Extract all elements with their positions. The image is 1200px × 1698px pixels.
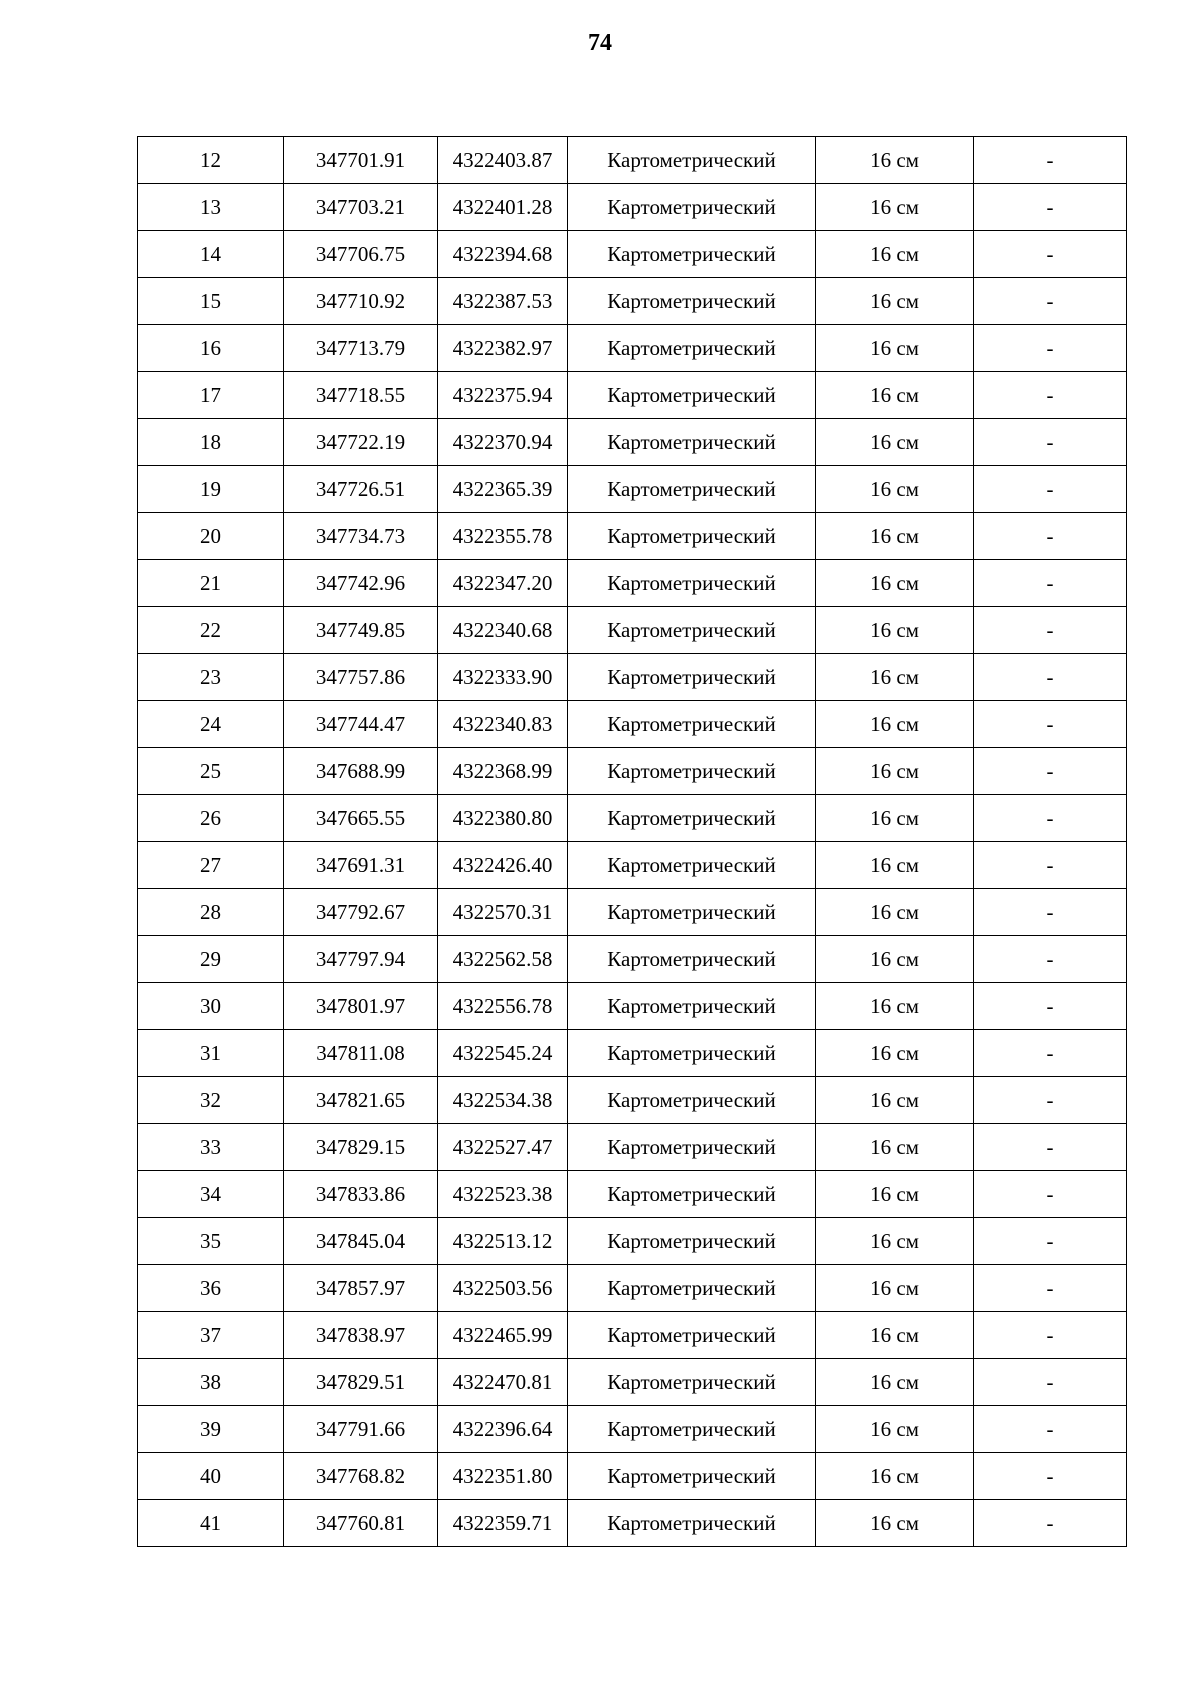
x-coordinate-cell: 347833.86: [284, 1171, 438, 1218]
point-number-cell: 13: [138, 184, 284, 231]
method-cell: Картометрический: [568, 1406, 816, 1453]
method-cell: Картометрический: [568, 372, 816, 419]
y-coordinate-cell: 4322382.97: [438, 325, 568, 372]
table-row: [138, 372, 1127, 419]
method-cell: Картометрический: [568, 184, 816, 231]
note-cell: -: [974, 1030, 1127, 1077]
point-number-cell: 29: [138, 936, 284, 983]
table-row: [138, 936, 1127, 983]
y-coordinate-cell: 4322387.53: [438, 278, 568, 325]
point-number-cell: 18: [138, 419, 284, 466]
note-cell: -: [974, 372, 1127, 419]
note-cell: -: [974, 1406, 1127, 1453]
x-coordinate-cell: 347760.81: [284, 1500, 438, 1547]
accuracy-cell: 16 см: [816, 1171, 974, 1218]
table-row: [138, 513, 1127, 560]
x-coordinate-cell: 347706.75: [284, 231, 438, 278]
x-coordinate-cell: 347688.99: [284, 748, 438, 795]
accuracy-cell: 16 см: [816, 654, 974, 701]
accuracy-cell: 16 см: [816, 137, 974, 184]
y-coordinate-cell: 4322333.90: [438, 654, 568, 701]
x-coordinate-cell: 347857.97: [284, 1265, 438, 1312]
point-number-cell: 21: [138, 560, 284, 607]
accuracy-cell: 16 см: [816, 278, 974, 325]
y-coordinate-cell: 4322351.80: [438, 1453, 568, 1500]
note-cell: -: [974, 1218, 1127, 1265]
x-coordinate-cell: 347845.04: [284, 1218, 438, 1265]
point-number-cell: 24: [138, 701, 284, 748]
x-coordinate-cell: 347829.15: [284, 1124, 438, 1171]
x-coordinate-cell: 347701.91: [284, 137, 438, 184]
x-coordinate-cell: 347665.55: [284, 795, 438, 842]
accuracy-cell: 16 см: [816, 936, 974, 983]
table-row: [138, 419, 1127, 466]
x-coordinate-cell: 347749.85: [284, 607, 438, 654]
table-row: [138, 983, 1127, 1030]
point-number-cell: 38: [138, 1359, 284, 1406]
x-coordinate-cell: 347811.08: [284, 1030, 438, 1077]
accuracy-cell: 16 см: [816, 842, 974, 889]
note-cell: -: [974, 278, 1127, 325]
note-cell: -: [974, 983, 1127, 1030]
x-coordinate-cell: 347713.79: [284, 325, 438, 372]
accuracy-cell: 16 см: [816, 748, 974, 795]
point-number-cell: 41: [138, 1500, 284, 1547]
point-number-cell: 34: [138, 1171, 284, 1218]
table-row: [138, 1030, 1127, 1077]
point-number-cell: 30: [138, 983, 284, 1030]
y-coordinate-cell: 4322527.47: [438, 1124, 568, 1171]
note-cell: -: [974, 231, 1127, 278]
y-coordinate-cell: 4322570.31: [438, 889, 568, 936]
x-coordinate-cell: 347726.51: [284, 466, 438, 513]
accuracy-cell: 16 см: [816, 184, 974, 231]
y-coordinate-cell: 4322545.24: [438, 1030, 568, 1077]
x-coordinate-cell: 347744.47: [284, 701, 438, 748]
point-number-cell: 25: [138, 748, 284, 795]
accuracy-cell: 16 см: [816, 1218, 974, 1265]
y-coordinate-cell: 4322380.80: [438, 795, 568, 842]
table-row: [138, 1124, 1127, 1171]
method-cell: Картометрический: [568, 983, 816, 1030]
accuracy-cell: 16 см: [816, 1500, 974, 1547]
point-number-cell: 12: [138, 137, 284, 184]
table-row: [138, 278, 1127, 325]
table-row: [138, 607, 1127, 654]
table-row: [138, 1265, 1127, 1312]
method-cell: Картометрический: [568, 748, 816, 795]
y-coordinate-cell: 4322359.71: [438, 1500, 568, 1547]
method-cell: Картометрический: [568, 1171, 816, 1218]
method-cell: Картометрический: [568, 607, 816, 654]
y-coordinate-cell: 4322370.94: [438, 419, 568, 466]
x-coordinate-cell: 347722.19: [284, 419, 438, 466]
point-number-cell: 36: [138, 1265, 284, 1312]
point-number-cell: 39: [138, 1406, 284, 1453]
y-coordinate-cell: 4322503.56: [438, 1265, 568, 1312]
point-number-cell: 37: [138, 1312, 284, 1359]
table-row: [138, 701, 1127, 748]
method-cell: Картометрический: [568, 701, 816, 748]
y-coordinate-cell: 4322513.12: [438, 1218, 568, 1265]
note-cell: -: [974, 137, 1127, 184]
note-cell: -: [974, 748, 1127, 795]
method-cell: Картометрический: [568, 842, 816, 889]
point-number-cell: 32: [138, 1077, 284, 1124]
note-cell: -: [974, 654, 1127, 701]
y-coordinate-cell: 4322523.38: [438, 1171, 568, 1218]
note-cell: -: [974, 1453, 1127, 1500]
x-coordinate-cell: 347742.96: [284, 560, 438, 607]
point-number-cell: 33: [138, 1124, 284, 1171]
accuracy-cell: 16 см: [816, 1406, 974, 1453]
note-cell: -: [974, 795, 1127, 842]
note-cell: -: [974, 701, 1127, 748]
y-coordinate-cell: 4322365.39: [438, 466, 568, 513]
x-coordinate-cell: 347797.94: [284, 936, 438, 983]
point-number-cell: 20: [138, 513, 284, 560]
note-cell: -: [974, 466, 1127, 513]
accuracy-cell: 16 см: [816, 1312, 974, 1359]
point-number-cell: 27: [138, 842, 284, 889]
point-number-cell: 16: [138, 325, 284, 372]
accuracy-cell: 16 см: [816, 419, 974, 466]
x-coordinate-cell: 347691.31: [284, 842, 438, 889]
method-cell: Картометрический: [568, 795, 816, 842]
accuracy-cell: 16 см: [816, 701, 974, 748]
method-cell: Картометрический: [568, 936, 816, 983]
x-coordinate-cell: 347838.97: [284, 1312, 438, 1359]
table-row: [138, 842, 1127, 889]
table-row: [138, 1077, 1127, 1124]
table-row: [138, 654, 1127, 701]
x-coordinate-cell: 347829.51: [284, 1359, 438, 1406]
table-row: [138, 1171, 1127, 1218]
method-cell: Картометрический: [568, 1218, 816, 1265]
method-cell: Картометрический: [568, 1312, 816, 1359]
table-row: [138, 184, 1127, 231]
method-cell: Картометрический: [568, 278, 816, 325]
coordinates-table-body: [138, 137, 1127, 1547]
y-coordinate-cell: 4322556.78: [438, 983, 568, 1030]
note-cell: -: [974, 513, 1127, 560]
page-number: 74: [588, 30, 612, 56]
method-cell: Картометрический: [568, 419, 816, 466]
accuracy-cell: 16 см: [816, 983, 974, 1030]
method-cell: Картометрический: [568, 1500, 816, 1547]
accuracy-cell: 16 см: [816, 1453, 974, 1500]
method-cell: Картометрический: [568, 560, 816, 607]
note-cell: -: [974, 936, 1127, 983]
point-number-cell: 23: [138, 654, 284, 701]
accuracy-cell: 16 см: [816, 889, 974, 936]
x-coordinate-cell: 347768.82: [284, 1453, 438, 1500]
note-cell: -: [974, 1359, 1127, 1406]
method-cell: Картометрический: [568, 1124, 816, 1171]
table-row: [138, 1359, 1127, 1406]
table-row: [138, 748, 1127, 795]
x-coordinate-cell: 347718.55: [284, 372, 438, 419]
point-number-cell: 14: [138, 231, 284, 278]
y-coordinate-cell: 4322534.38: [438, 1077, 568, 1124]
y-coordinate-cell: 4322562.58: [438, 936, 568, 983]
y-coordinate-cell: 4322426.40: [438, 842, 568, 889]
accuracy-cell: 16 см: [816, 513, 974, 560]
point-number-cell: 40: [138, 1453, 284, 1500]
y-coordinate-cell: 4322470.81: [438, 1359, 568, 1406]
table-row: [138, 1312, 1127, 1359]
x-coordinate-cell: 347734.73: [284, 513, 438, 560]
y-coordinate-cell: 4322340.83: [438, 701, 568, 748]
table-row: [138, 560, 1127, 607]
accuracy-cell: 16 см: [816, 1030, 974, 1077]
note-cell: -: [974, 1312, 1127, 1359]
method-cell: Картометрический: [568, 325, 816, 372]
accuracy-cell: 16 см: [816, 1077, 974, 1124]
y-coordinate-cell: 4322396.64: [438, 1406, 568, 1453]
point-number-cell: 31: [138, 1030, 284, 1077]
method-cell: Картометрический: [568, 1030, 816, 1077]
method-cell: Картометрический: [568, 654, 816, 701]
method-cell: Картометрический: [568, 1265, 816, 1312]
accuracy-cell: 16 см: [816, 795, 974, 842]
table-row: [138, 231, 1127, 278]
table-row: [138, 1218, 1127, 1265]
note-cell: -: [974, 1171, 1127, 1218]
y-coordinate-cell: 4322368.99: [438, 748, 568, 795]
note-cell: -: [974, 184, 1127, 231]
y-coordinate-cell: 4322375.94: [438, 372, 568, 419]
point-number-cell: 15: [138, 278, 284, 325]
accuracy-cell: 16 см: [816, 607, 974, 654]
method-cell: Картометрический: [568, 1453, 816, 1500]
method-cell: Картометрический: [568, 889, 816, 936]
y-coordinate-cell: 4322401.28: [438, 184, 568, 231]
x-coordinate-cell: 347792.67: [284, 889, 438, 936]
point-number-cell: 17: [138, 372, 284, 419]
method-cell: Картометрический: [568, 137, 816, 184]
table-row: [138, 795, 1127, 842]
note-cell: -: [974, 325, 1127, 372]
x-coordinate-cell: 347710.92: [284, 278, 438, 325]
point-number-cell: 19: [138, 466, 284, 513]
table-row: [138, 1406, 1127, 1453]
y-coordinate-cell: 4322355.78: [438, 513, 568, 560]
accuracy-cell: 16 см: [816, 1265, 974, 1312]
note-cell: -: [974, 1500, 1127, 1547]
x-coordinate-cell: 347791.66: [284, 1406, 438, 1453]
y-coordinate-cell: 4322465.99: [438, 1312, 568, 1359]
method-cell: Картометрический: [568, 513, 816, 560]
table-row: [138, 1453, 1127, 1500]
x-coordinate-cell: 347821.65: [284, 1077, 438, 1124]
accuracy-cell: 16 см: [816, 560, 974, 607]
note-cell: -: [974, 1124, 1127, 1171]
point-number-cell: 35: [138, 1218, 284, 1265]
method-cell: Картометрический: [568, 466, 816, 513]
x-coordinate-cell: 347703.21: [284, 184, 438, 231]
x-coordinate-cell: 347757.86: [284, 654, 438, 701]
method-cell: Картометрический: [568, 1077, 816, 1124]
accuracy-cell: 16 см: [816, 1124, 974, 1171]
note-cell: -: [974, 1265, 1127, 1312]
note-cell: -: [974, 842, 1127, 889]
note-cell: -: [974, 560, 1127, 607]
point-number-cell: 22: [138, 607, 284, 654]
note-cell: -: [974, 1077, 1127, 1124]
table-row: [138, 1500, 1127, 1547]
y-coordinate-cell: 4322347.20: [438, 560, 568, 607]
note-cell: -: [974, 607, 1127, 654]
accuracy-cell: 16 см: [816, 231, 974, 278]
y-coordinate-cell: 4322340.68: [438, 607, 568, 654]
point-number-cell: 28: [138, 889, 284, 936]
note-cell: -: [974, 889, 1127, 936]
y-coordinate-cell: 4322403.87: [438, 137, 568, 184]
table-row: [138, 466, 1127, 513]
point-number-cell: 26: [138, 795, 284, 842]
accuracy-cell: 16 см: [816, 466, 974, 513]
table-row: [138, 137, 1127, 184]
x-coordinate-cell: 347801.97: [284, 983, 438, 1030]
coordinates-table: [137, 136, 1127, 1547]
note-cell: -: [974, 419, 1127, 466]
method-cell: Картометрический: [568, 231, 816, 278]
accuracy-cell: 16 см: [816, 1359, 974, 1406]
table-row: [138, 325, 1127, 372]
y-coordinate-cell: 4322394.68: [438, 231, 568, 278]
method-cell: Картометрический: [568, 1359, 816, 1406]
accuracy-cell: 16 см: [816, 325, 974, 372]
table-row: [138, 889, 1127, 936]
accuracy-cell: 16 см: [816, 372, 974, 419]
